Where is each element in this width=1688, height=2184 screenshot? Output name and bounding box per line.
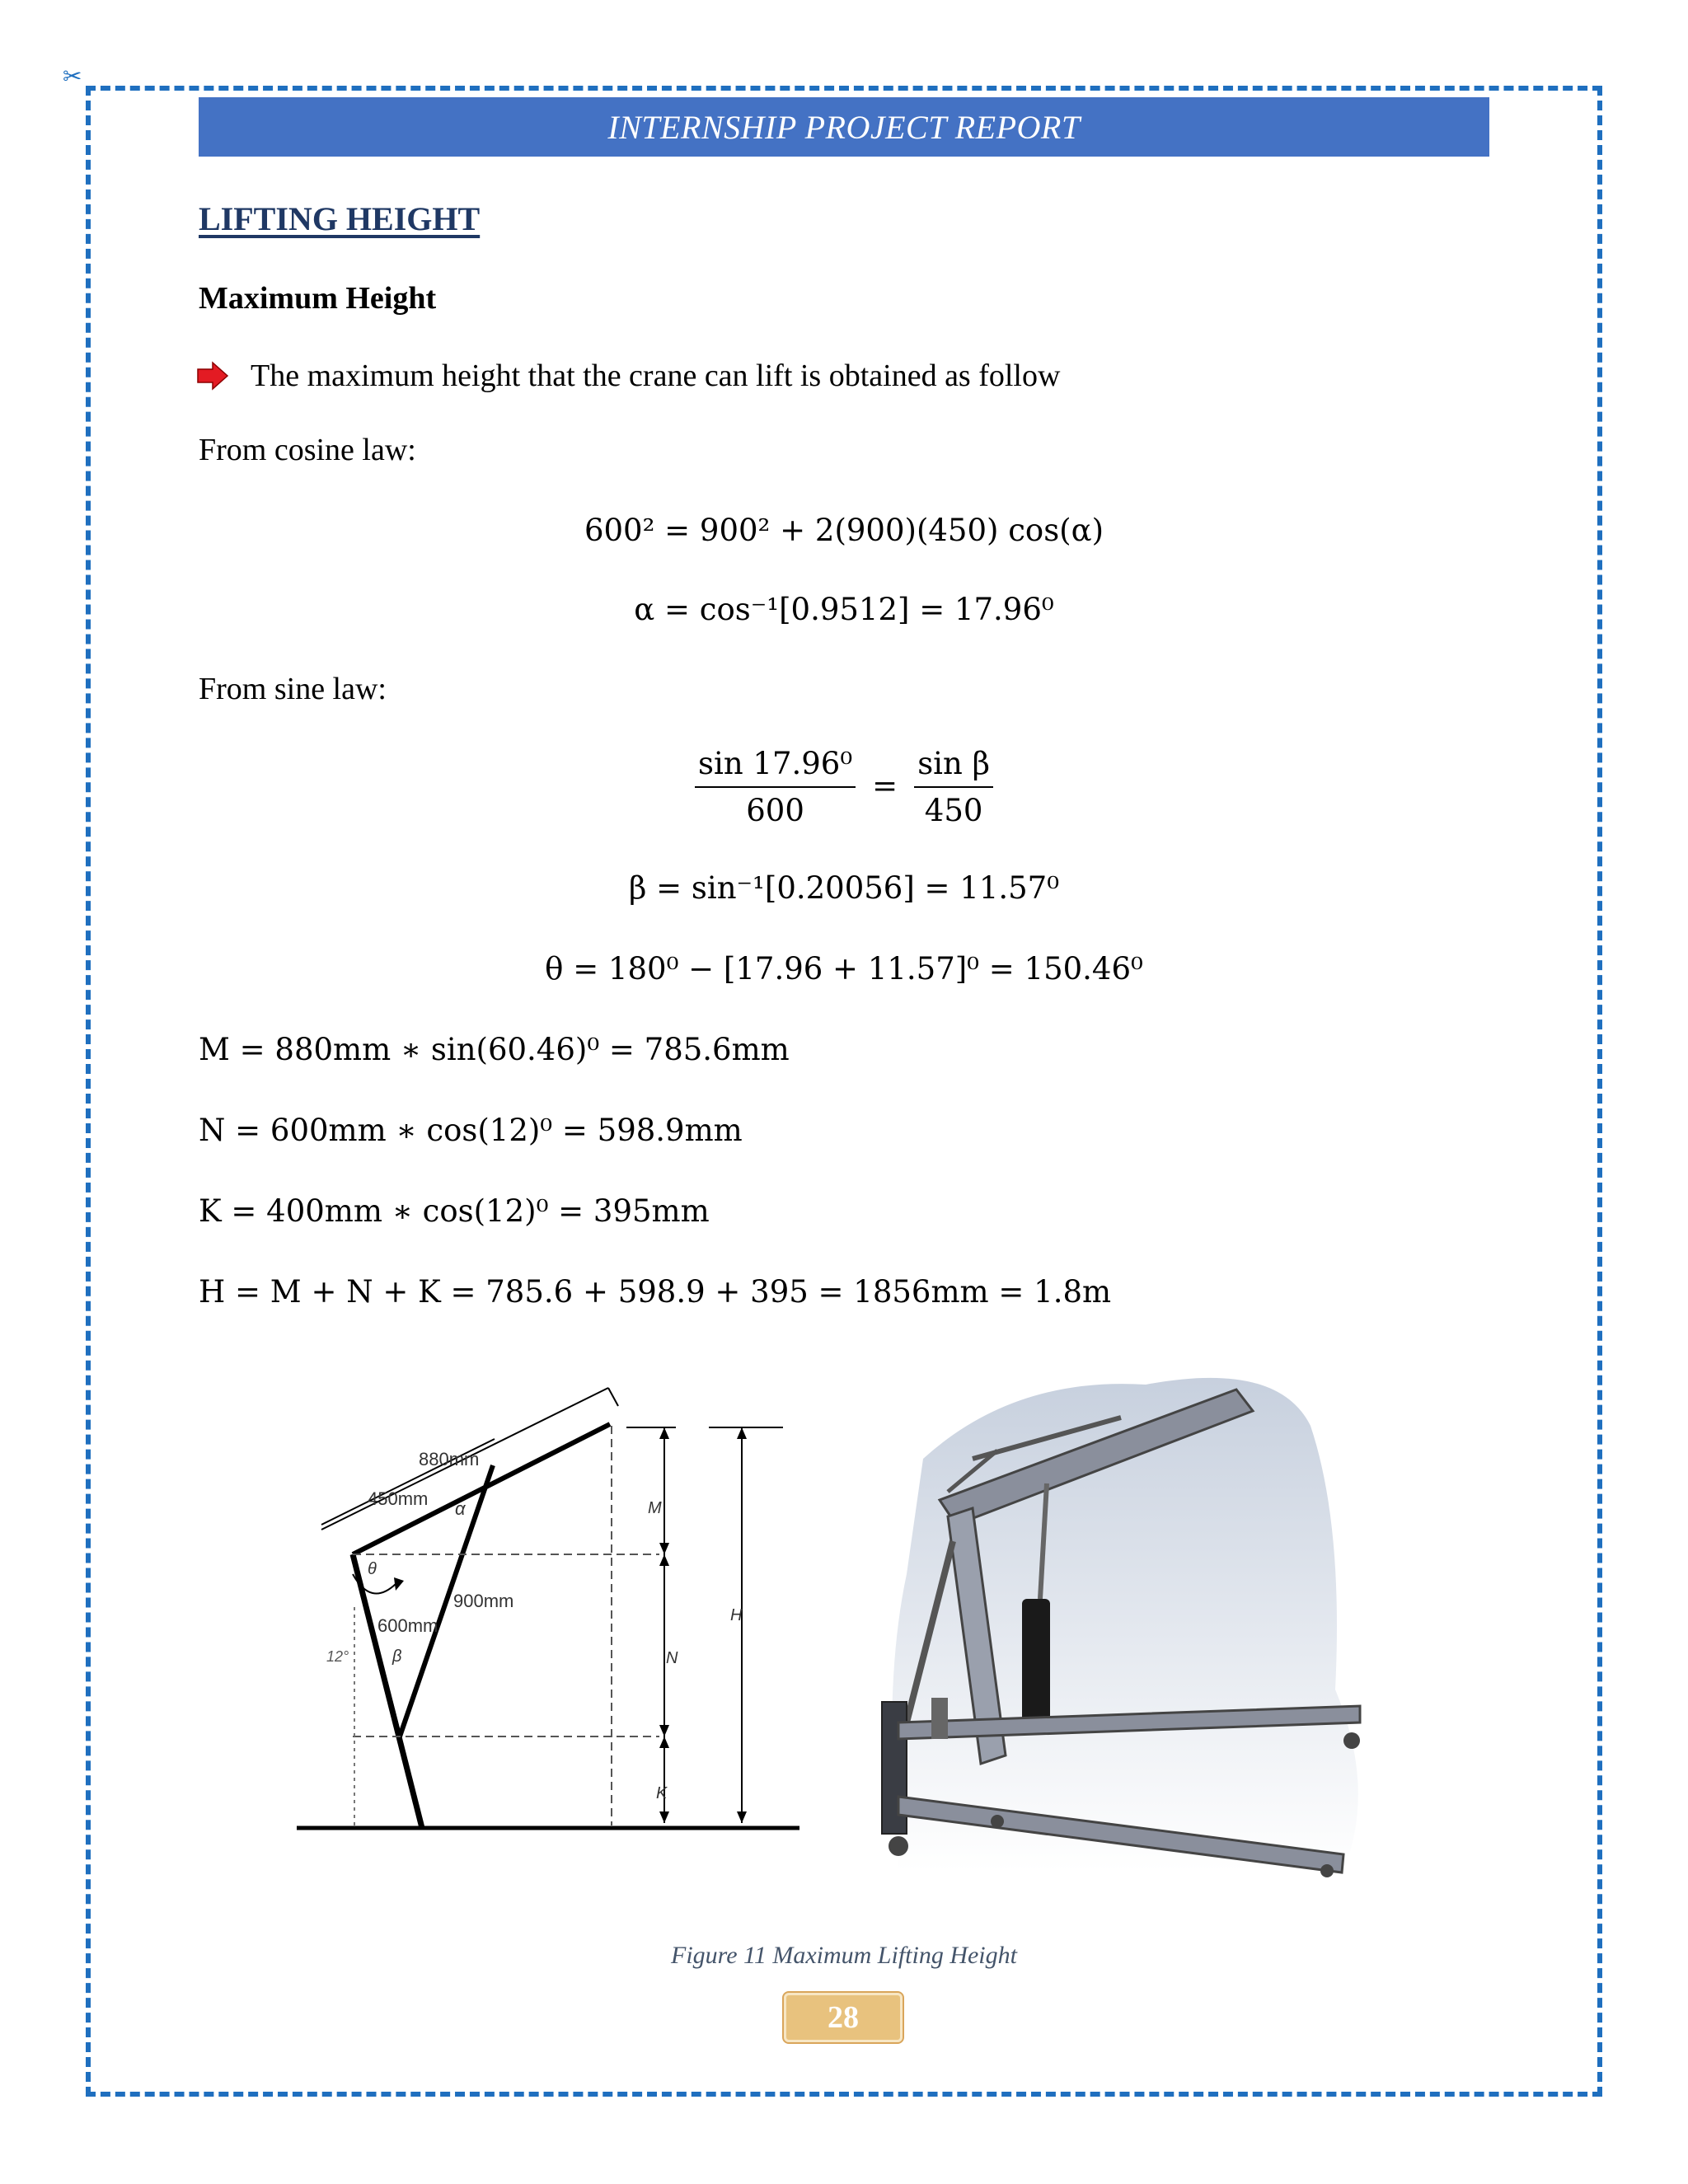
sine-law-label: From sine law: xyxy=(199,672,387,706)
scissor-icon: ✂ xyxy=(63,63,82,90)
fraction-left xyxy=(695,746,856,828)
beta-equation: β = sin⁻¹[0.20056] = 11.57⁰ xyxy=(628,870,1060,906)
crane-render-image xyxy=(849,1360,1426,1887)
report-header: INTERNSHIP PROJECT REPORT xyxy=(199,97,1489,157)
bullet-item xyxy=(196,358,1060,394)
equals-sign: = xyxy=(872,767,898,804)
red-arrow-icon xyxy=(196,361,229,391)
label-450: 450mm xyxy=(368,1488,429,1509)
bullet-text: The maximum height that the crane can lift is obtained as follow xyxy=(251,359,1061,393)
label-K: K xyxy=(656,1784,668,1802)
label-880: 880mm xyxy=(419,1449,480,1469)
cosine-law-label: From cosine law: xyxy=(199,433,416,467)
m-equation: M = 880mm ∗ sin(60.46)⁰ = 785.6mm xyxy=(199,1032,790,1067)
label-theta: θ xyxy=(368,1560,377,1578)
label-M: M xyxy=(648,1499,662,1517)
fraction-right-numerator: sin β xyxy=(914,746,993,788)
label-12: 12° xyxy=(326,1648,349,1665)
fraction-right xyxy=(914,746,993,828)
label-N: N xyxy=(666,1649,678,1667)
sub-title: Maximum Height xyxy=(199,281,437,316)
alpha-equation: α = cos⁻¹[0.9512] = 17.96⁰ xyxy=(634,592,1054,627)
label-alpha: α xyxy=(455,1498,466,1519)
label-beta: β xyxy=(392,1647,402,1666)
page-number-badge: 28 xyxy=(784,1993,903,2042)
k-equation: K = 400mm ∗ cos(12)⁰ = 395mm xyxy=(199,1193,710,1229)
label-H: H xyxy=(730,1606,743,1624)
fraction-left-denominator: 600 xyxy=(746,793,804,828)
figure-caption: Figure 11 Maximum Lifting Height xyxy=(671,1942,1017,1969)
crane-geometry-diagram xyxy=(288,1368,816,1846)
theta-equation: θ = 180⁰ − [17.96 + 11.57]⁰ = 150.46⁰ xyxy=(545,951,1143,987)
label-900: 900mm xyxy=(453,1591,514,1611)
h-equation: H = M + N + K = 785.6 + 598.9 + 395 = 1856mm = 1.8m xyxy=(199,1274,1112,1310)
fraction-left-numerator: sin 17.96⁰ xyxy=(695,746,856,788)
fraction-right-denominator: 450 xyxy=(924,793,983,828)
cosine-equation: 600² = 900² + 2(900)(450) cos(α) xyxy=(584,513,1104,548)
sine-ratio-equation xyxy=(0,746,1688,828)
section-title: LIFTING HEIGHT xyxy=(199,200,481,237)
label-600: 600mm xyxy=(377,1615,438,1636)
n-equation: N = 600mm ∗ cos(12)⁰ = 598.9mm xyxy=(199,1113,743,1148)
